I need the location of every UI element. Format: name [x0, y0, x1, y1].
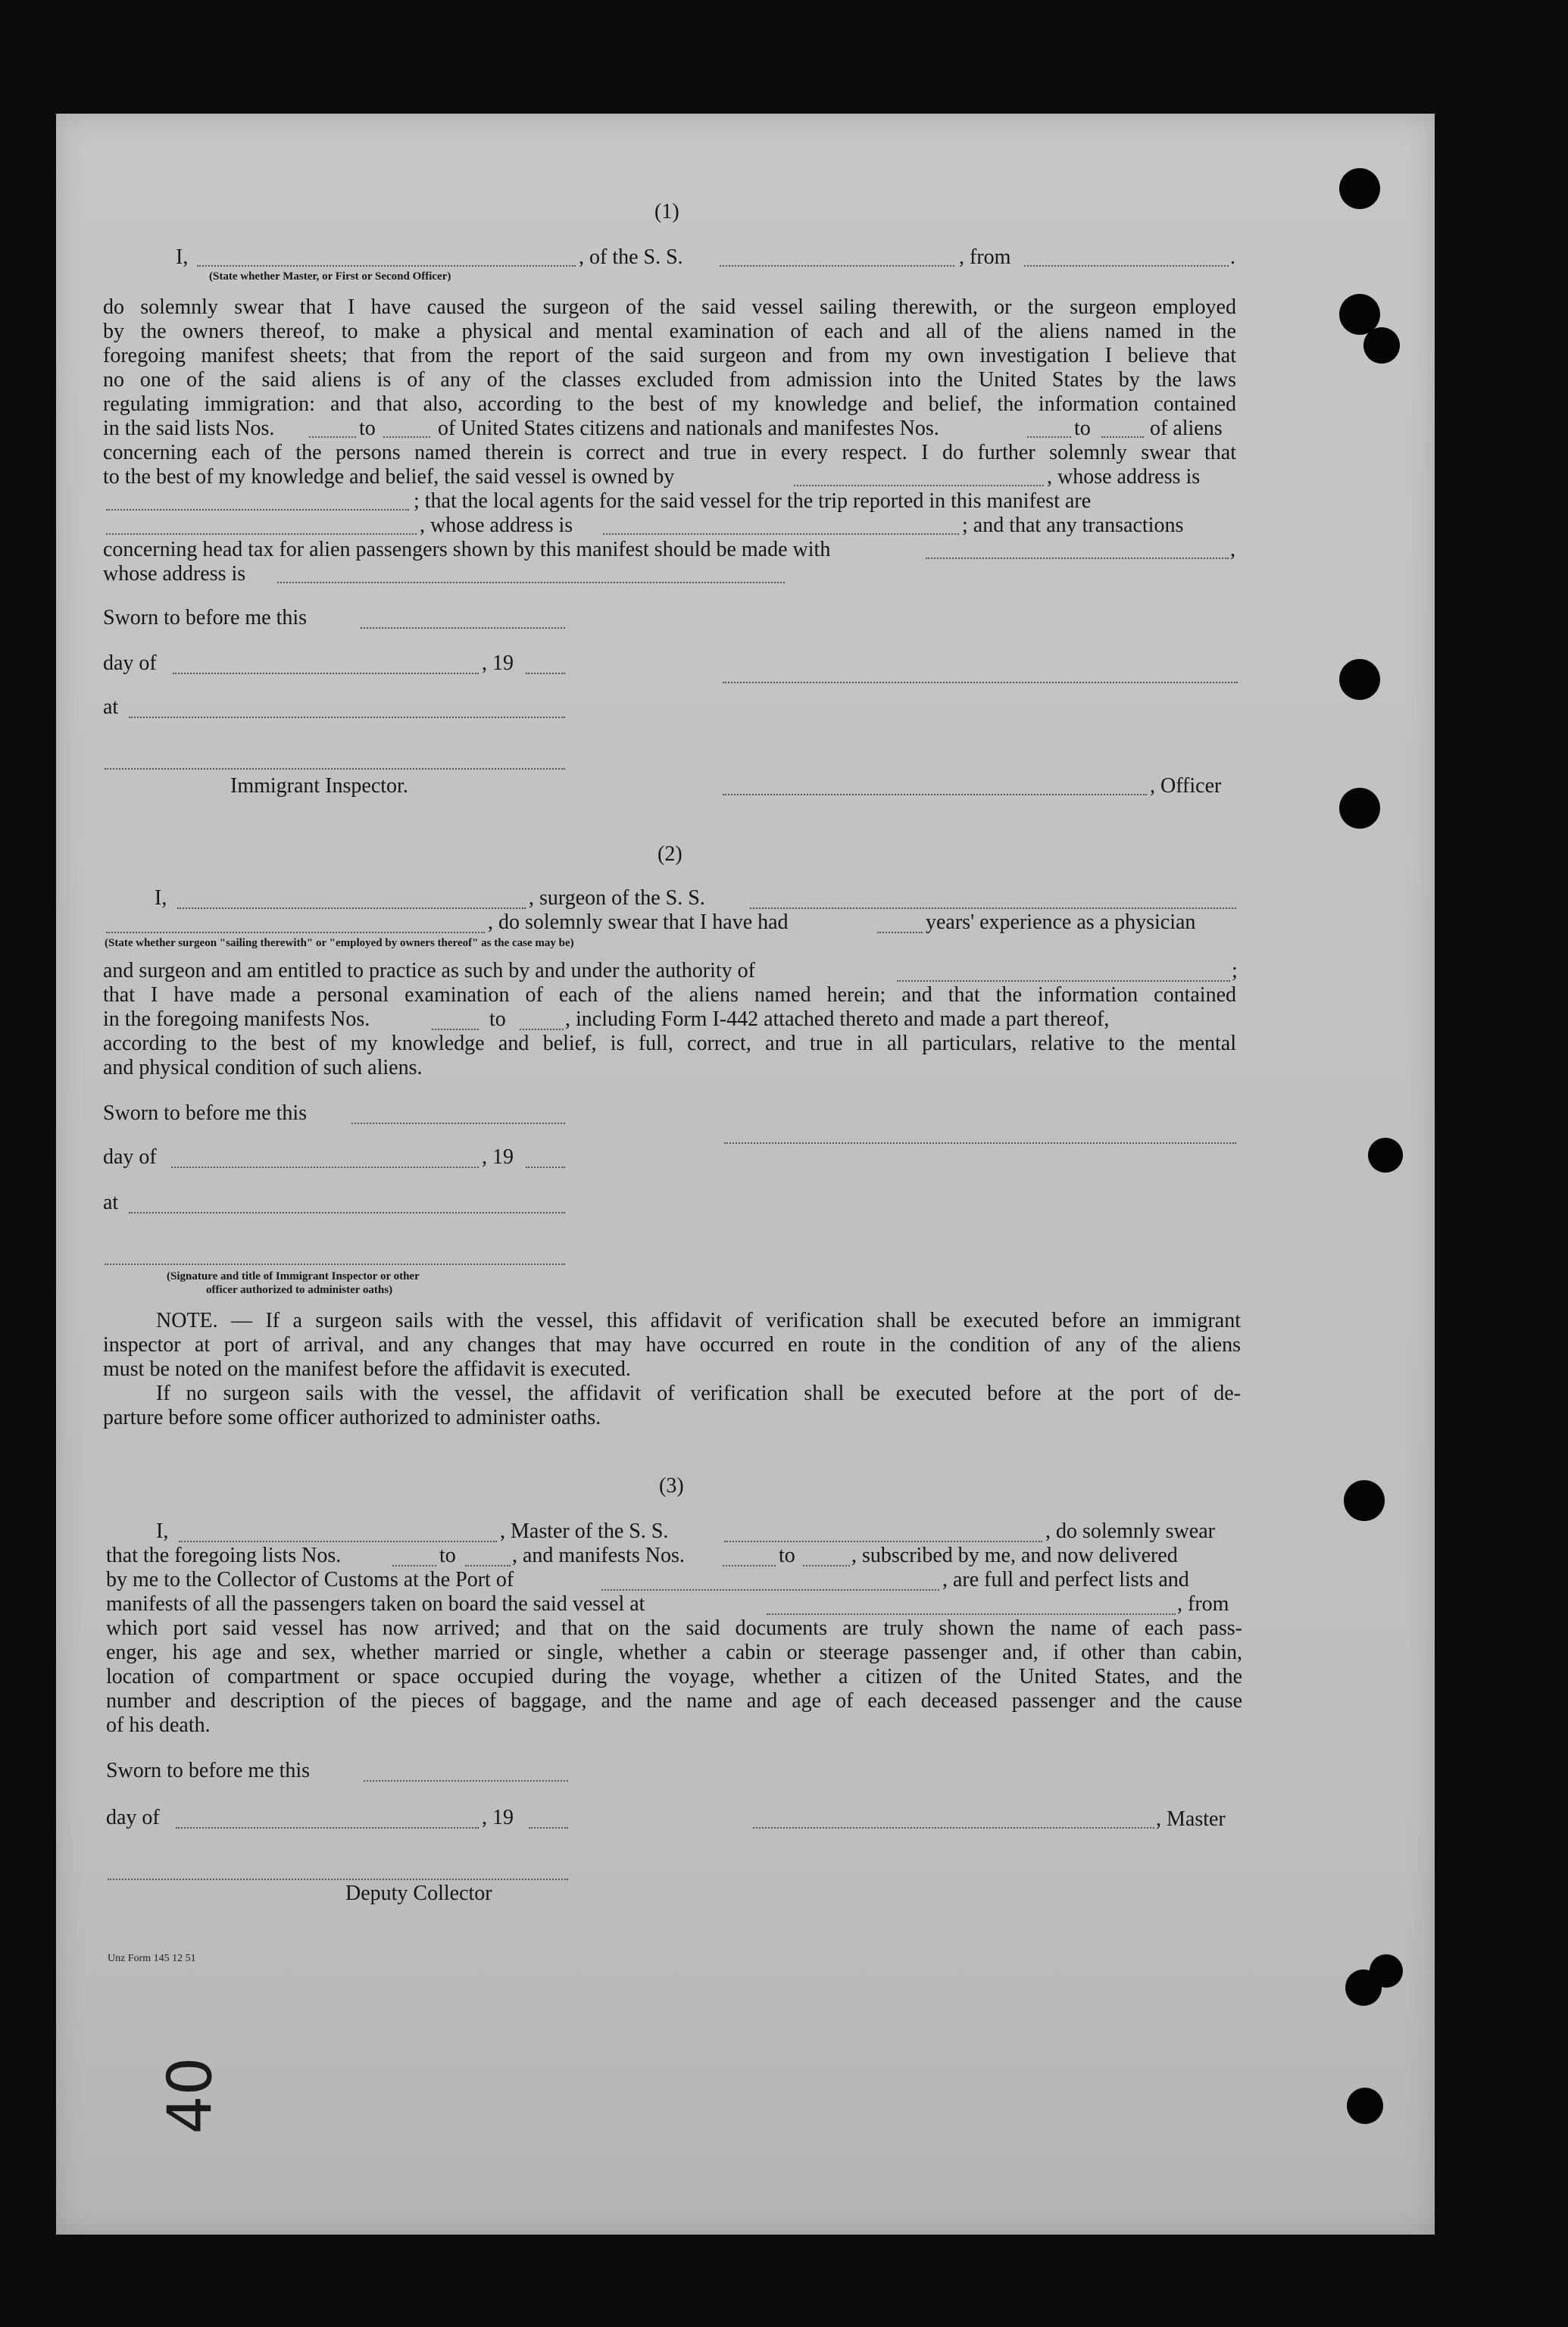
text: at	[103, 695, 119, 719]
text: Sworn to before me this	[103, 1101, 308, 1125]
text: ,	[1230, 538, 1235, 561]
form-number: Unz Form 145 12 51	[108, 1953, 196, 1964]
text: , do solemnly swear that I have had	[488, 910, 789, 934]
punch-hole	[1363, 327, 1400, 364]
manifests-to-field[interactable]	[1101, 436, 1144, 438]
text: , from	[1177, 1592, 1229, 1616]
head-tax-address-field[interactable]	[277, 582, 785, 583]
note-text: must be noted on the manifest before the affidavit is executed.	[103, 1357, 631, 1381]
text: ; and that any transactions	[962, 514, 1184, 537]
sworn-place-field[interactable]	[129, 717, 565, 718]
text: I,	[176, 245, 189, 269]
master-signature-line[interactable]	[753, 1827, 1154, 1829]
text: to	[489, 1007, 506, 1031]
head-tax-contact-field[interactable]	[926, 558, 1229, 559]
surgeon-type-field[interactable]	[106, 932, 485, 933]
surgeon-name-field[interactable]	[177, 907, 526, 909]
officer-label: , Officer	[1150, 774, 1222, 798]
inspector-label: Immigrant Inspector.	[230, 774, 408, 798]
text: in the foregoing manifests Nos.	[103, 1007, 370, 1031]
surgeon-signature-line[interactable]	[724, 1142, 1236, 1144]
note-text: If no surgeon sails with the vessel, the affidavit of verification shall be executed before at the port of de-	[156, 1382, 1241, 1405]
port-field[interactable]	[601, 1589, 939, 1591]
sworn-month-field[interactable]	[171, 1167, 479, 1168]
punch-hole	[1339, 788, 1380, 829]
sworn-month-field[interactable]	[176, 1827, 479, 1829]
sworn-year-field[interactable]	[526, 1167, 565, 1168]
note-text: NOTE. — If a surgeon sails with the vessel, this affidavit of verification shall be executed before an immigrant	[156, 1309, 1241, 1332]
text: do solemnly swear that I have caused the surgeon of the said vessel sailing therewith, or the surgeon employed	[103, 295, 1236, 319]
text: to	[439, 1544, 456, 1567]
manifests-from-field[interactable]	[723, 1565, 776, 1566]
text: whose address is	[103, 562, 246, 586]
sworn-day-field[interactable]	[351, 1123, 565, 1124]
sworn-year-field[interactable]	[529, 1827, 568, 1829]
text: day of	[103, 1145, 157, 1169]
owner-address-field[interactable]	[106, 509, 409, 511]
lists-to-field[interactable]	[465, 1565, 511, 1566]
text: and surgeon and am entitled to practice as such by and under the authority of	[103, 959, 755, 982]
text: number and description of the pieces of baggage, and the name and age of each deceased passenger and the cause	[106, 1689, 1242, 1713]
embark-port-field[interactable]	[767, 1613, 1176, 1615]
sworn-place-field[interactable]	[129, 1212, 565, 1213]
punch-hole	[1339, 168, 1380, 209]
text: of United States citizens and nationals and manifestes Nos.	[438, 417, 939, 440]
text: concerning each of the persons named therein is correct and true in every respect. I do further solemnly swear that	[103, 441, 1236, 464]
text: Sworn to before me this	[106, 1759, 311, 1782]
text: , subscribed by me, and now delivered	[851, 1544, 1178, 1567]
section-3-heading: (3)	[659, 1474, 684, 1498]
text: regulating immigration: and that also, according to the best of my knowledge and belief, the information contained	[103, 392, 1236, 416]
note-text: parture before some officer authorized to administer oaths.	[103, 1406, 601, 1429]
sworn-month-field[interactable]	[173, 673, 479, 674]
text: , whose address is	[1047, 465, 1201, 489]
inspector-signature-line[interactable]	[105, 768, 565, 770]
text: ; that the local agents for the said vessel for the trip reported in this manifest are	[414, 489, 1092, 513]
sworn-day-field[interactable]	[361, 627, 565, 629]
text: , are full and perfect lists and	[942, 1568, 1189, 1591]
lists-from-field[interactable]	[392, 1565, 436, 1566]
manifests-from-field[interactable]	[432, 1029, 479, 1030]
text: to	[1074, 417, 1091, 440]
text: .	[1230, 245, 1235, 269]
text: according to the best of my knowledge and belief, is full, correct, and true in all particulars, relative to the mental	[103, 1032, 1236, 1055]
text: I,	[156, 1520, 169, 1543]
text: ;	[1232, 959, 1238, 982]
officer-signature-line[interactable]	[723, 682, 1238, 683]
master-label: , Master	[1156, 1807, 1226, 1831]
master-name-field[interactable]	[179, 1541, 497, 1542]
text: location of compartment or space occupied during the voyage, whether a citizen of the United States, and the	[106, 1665, 1242, 1688]
manifests-from-field[interactable]	[1027, 436, 1071, 438]
deputy-signature-line[interactable]	[108, 1879, 568, 1880]
text: enger, his age and sex, whether married or single, whether a cabin or steerage passenger and, if other than cabin,	[106, 1641, 1242, 1664]
text: I,	[155, 886, 167, 910]
text: to	[779, 1544, 795, 1567]
text: of aliens	[1150, 417, 1223, 440]
text: and physical condition of such aliens.	[103, 1056, 423, 1079]
text: by me to the Collector of Customs at the Port of	[106, 1568, 514, 1591]
punch-hole	[1368, 1138, 1403, 1173]
text: foregoing manifest sheets; that from the report of the said surgeon and from my own investigation I believe that	[103, 344, 1236, 367]
text: , of the S. S.	[579, 245, 683, 269]
text: , including Form I-442 attached thereto and made a part thereof,	[565, 1007, 1110, 1031]
deputy-collector-label: Deputy Collector	[345, 1882, 492, 1905]
agents-field[interactable]	[106, 533, 417, 535]
officer-title-line[interactable]	[723, 794, 1147, 795]
text: years' experience as a physician	[926, 910, 1196, 934]
master-vessel-field[interactable]	[724, 1541, 1042, 1542]
lists-from-field[interactable]	[309, 436, 356, 438]
text: , 19	[482, 651, 514, 675]
text: concerning head tax for alien passengers shown by this manifest should be made with	[103, 538, 831, 561]
authority-field[interactable]	[897, 980, 1230, 982]
text: at	[103, 1191, 119, 1214]
punch-hole	[1344, 1480, 1385, 1521]
text: no one of the said aliens is of any of the classes excluded from admission into the United States by the laws	[103, 368, 1236, 392]
text: by the owners thereof, to make a physical and mental examination of each and all of the aliens named in the	[103, 320, 1236, 343]
officer-name-field[interactable]	[197, 265, 576, 267]
text: which port said vessel has now arrived; and that on the said documents are truly shown the name of each pass-	[106, 1616, 1242, 1640]
handwritten-mark: 40	[155, 2057, 226, 2135]
manifests-to-field[interactable]	[803, 1565, 850, 1566]
text: , whose address is	[420, 514, 573, 537]
sworn-day-field[interactable]	[364, 1780, 568, 1782]
text: , from	[959, 245, 1011, 269]
surgeon-note: (State whether surgeon "sailing therewith" or "employed by owners thereof" as the case may be)	[105, 937, 574, 949]
punch-hole	[1339, 659, 1380, 700]
text: day of	[106, 1806, 160, 1829]
signature-note-2: officer authorized to administer oaths)	[206, 1284, 393, 1296]
text: , 19	[482, 1145, 514, 1169]
signature-note-1: (Signature and title of Immigrant Inspector or other	[167, 1270, 420, 1282]
officer-note: (State whether Master, or First or Second Officer)	[209, 270, 451, 283]
text: of his death.	[106, 1713, 211, 1737]
text: , 19	[482, 1806, 514, 1829]
vessel-name-field[interactable]	[720, 265, 954, 267]
section-2-heading: (2)	[657, 842, 682, 866]
sworn-year-field[interactable]	[526, 673, 565, 674]
note-text: inspector at port of arrival, and any changes that may have occurred en route in the condition of any of the aliens	[103, 1333, 1241, 1357]
text: day of	[103, 651, 157, 675]
punch-hole	[1347, 2088, 1383, 2124]
text: , and manifests Nos.	[512, 1544, 685, 1567]
text: in the said lists Nos.	[103, 417, 275, 440]
text: , do solemnly swear	[1045, 1520, 1215, 1543]
from-port-field[interactable]	[1024, 265, 1229, 267]
text: Sworn to before me this	[103, 606, 308, 629]
text: , surgeon of the S. S.	[529, 886, 705, 910]
lists-to-field[interactable]	[383, 436, 430, 438]
years-experience-field[interactable]	[877, 932, 923, 933]
manifests-to-field[interactable]	[520, 1029, 564, 1030]
section-1-heading: (1)	[654, 200, 679, 223]
text: that the foregoing lists Nos.	[106, 1544, 342, 1567]
text: to the best of my knowledge and belief, the said vessel is owned by	[103, 465, 675, 489]
text: , Master of the S. S.	[500, 1520, 669, 1543]
text: to	[359, 417, 376, 440]
owner-field[interactable]	[794, 485, 1044, 486]
surgeon-vessel-field[interactable]	[750, 907, 1236, 909]
text: manifests of all the passengers taken on board the said vessel at	[106, 1592, 645, 1616]
punch-hole	[1370, 1954, 1403, 1988]
inspector-signature-line[interactable]	[105, 1263, 565, 1265]
text: that I have made a personal examination of each of the aliens named herein; and that the information contained	[103, 983, 1236, 1007]
agents-address-field[interactable]	[603, 533, 959, 535]
